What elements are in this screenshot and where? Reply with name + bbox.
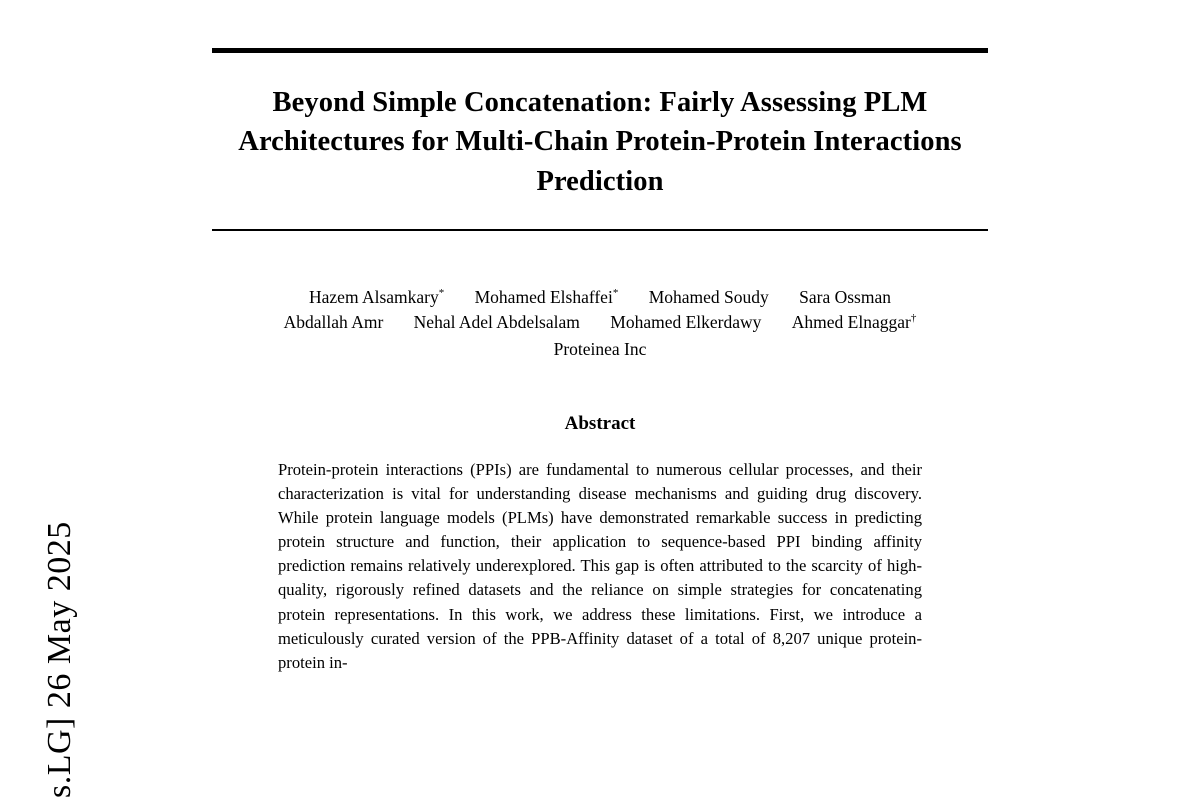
author-name: Ahmed Elnaggar bbox=[791, 312, 911, 333]
author bbox=[792, 310, 917, 336]
author-name: Mohamed Elshaffei bbox=[474, 286, 613, 307]
author-row-2 bbox=[212, 310, 988, 336]
abstract-heading: Abstract bbox=[564, 412, 636, 434]
author-mark: † bbox=[910, 312, 917, 325]
paper-column bbox=[212, 0, 988, 675]
author bbox=[649, 285, 769, 311]
abstract-paragraph: Protein-protein interactions (PPIs) are fundamental to numerous cellular processes, and their characterization is vital for understanding disease mechanisms and guiding drug discovery. While protein language models (PLMs) have demonstrated remarkable success in predicting protein structure and function, their application to sequence-based PPI binding affinity prediction remains relatively underexplored. This gap is often attributed to the scarcity of high-quality, rigorously refined datasets and the reliance on simple strategies for concatenating protein representations. In this work, we address these limitations. First, we introduce a meticulously curated version of the PPB-Affinity dataset of a total of 8,207 unique protein-protein in- bbox=[278, 459, 922, 672]
author-name: Nehal Adel Abdelsalam bbox=[413, 312, 580, 333]
author bbox=[610, 310, 761, 336]
author-name: Sara Ossman bbox=[799, 286, 891, 307]
page-title: Beyond Simple Concatenation: Fairly Assessing PLM Architectures for Multi-Chain Protein-Protein Interactions Prediction bbox=[238, 87, 962, 197]
author-block bbox=[212, 285, 988, 363]
author-mark: * bbox=[438, 286, 445, 299]
title-underline-rule bbox=[212, 229, 988, 231]
author bbox=[799, 285, 891, 311]
author-name: Mohamed Elkerdawy bbox=[610, 312, 762, 333]
author-name: Hazem Alsamkary bbox=[309, 286, 439, 307]
author bbox=[309, 285, 444, 311]
arxiv-identifier-stamp bbox=[0, 0, 120, 798]
abstract-body bbox=[278, 458, 922, 675]
author-name: Abdallah Amr bbox=[283, 312, 384, 333]
author bbox=[284, 310, 384, 336]
author-row-1 bbox=[212, 285, 988, 311]
author-name: Mohamed Soudy bbox=[648, 286, 769, 307]
affiliation: Proteinea Inc bbox=[553, 339, 647, 360]
author bbox=[414, 310, 580, 336]
arxiv-stamp-text: s.LG] 26 May 2025 bbox=[41, 521, 78, 798]
author-mark: * bbox=[612, 286, 619, 299]
author bbox=[475, 285, 619, 311]
top-rule bbox=[212, 48, 988, 53]
